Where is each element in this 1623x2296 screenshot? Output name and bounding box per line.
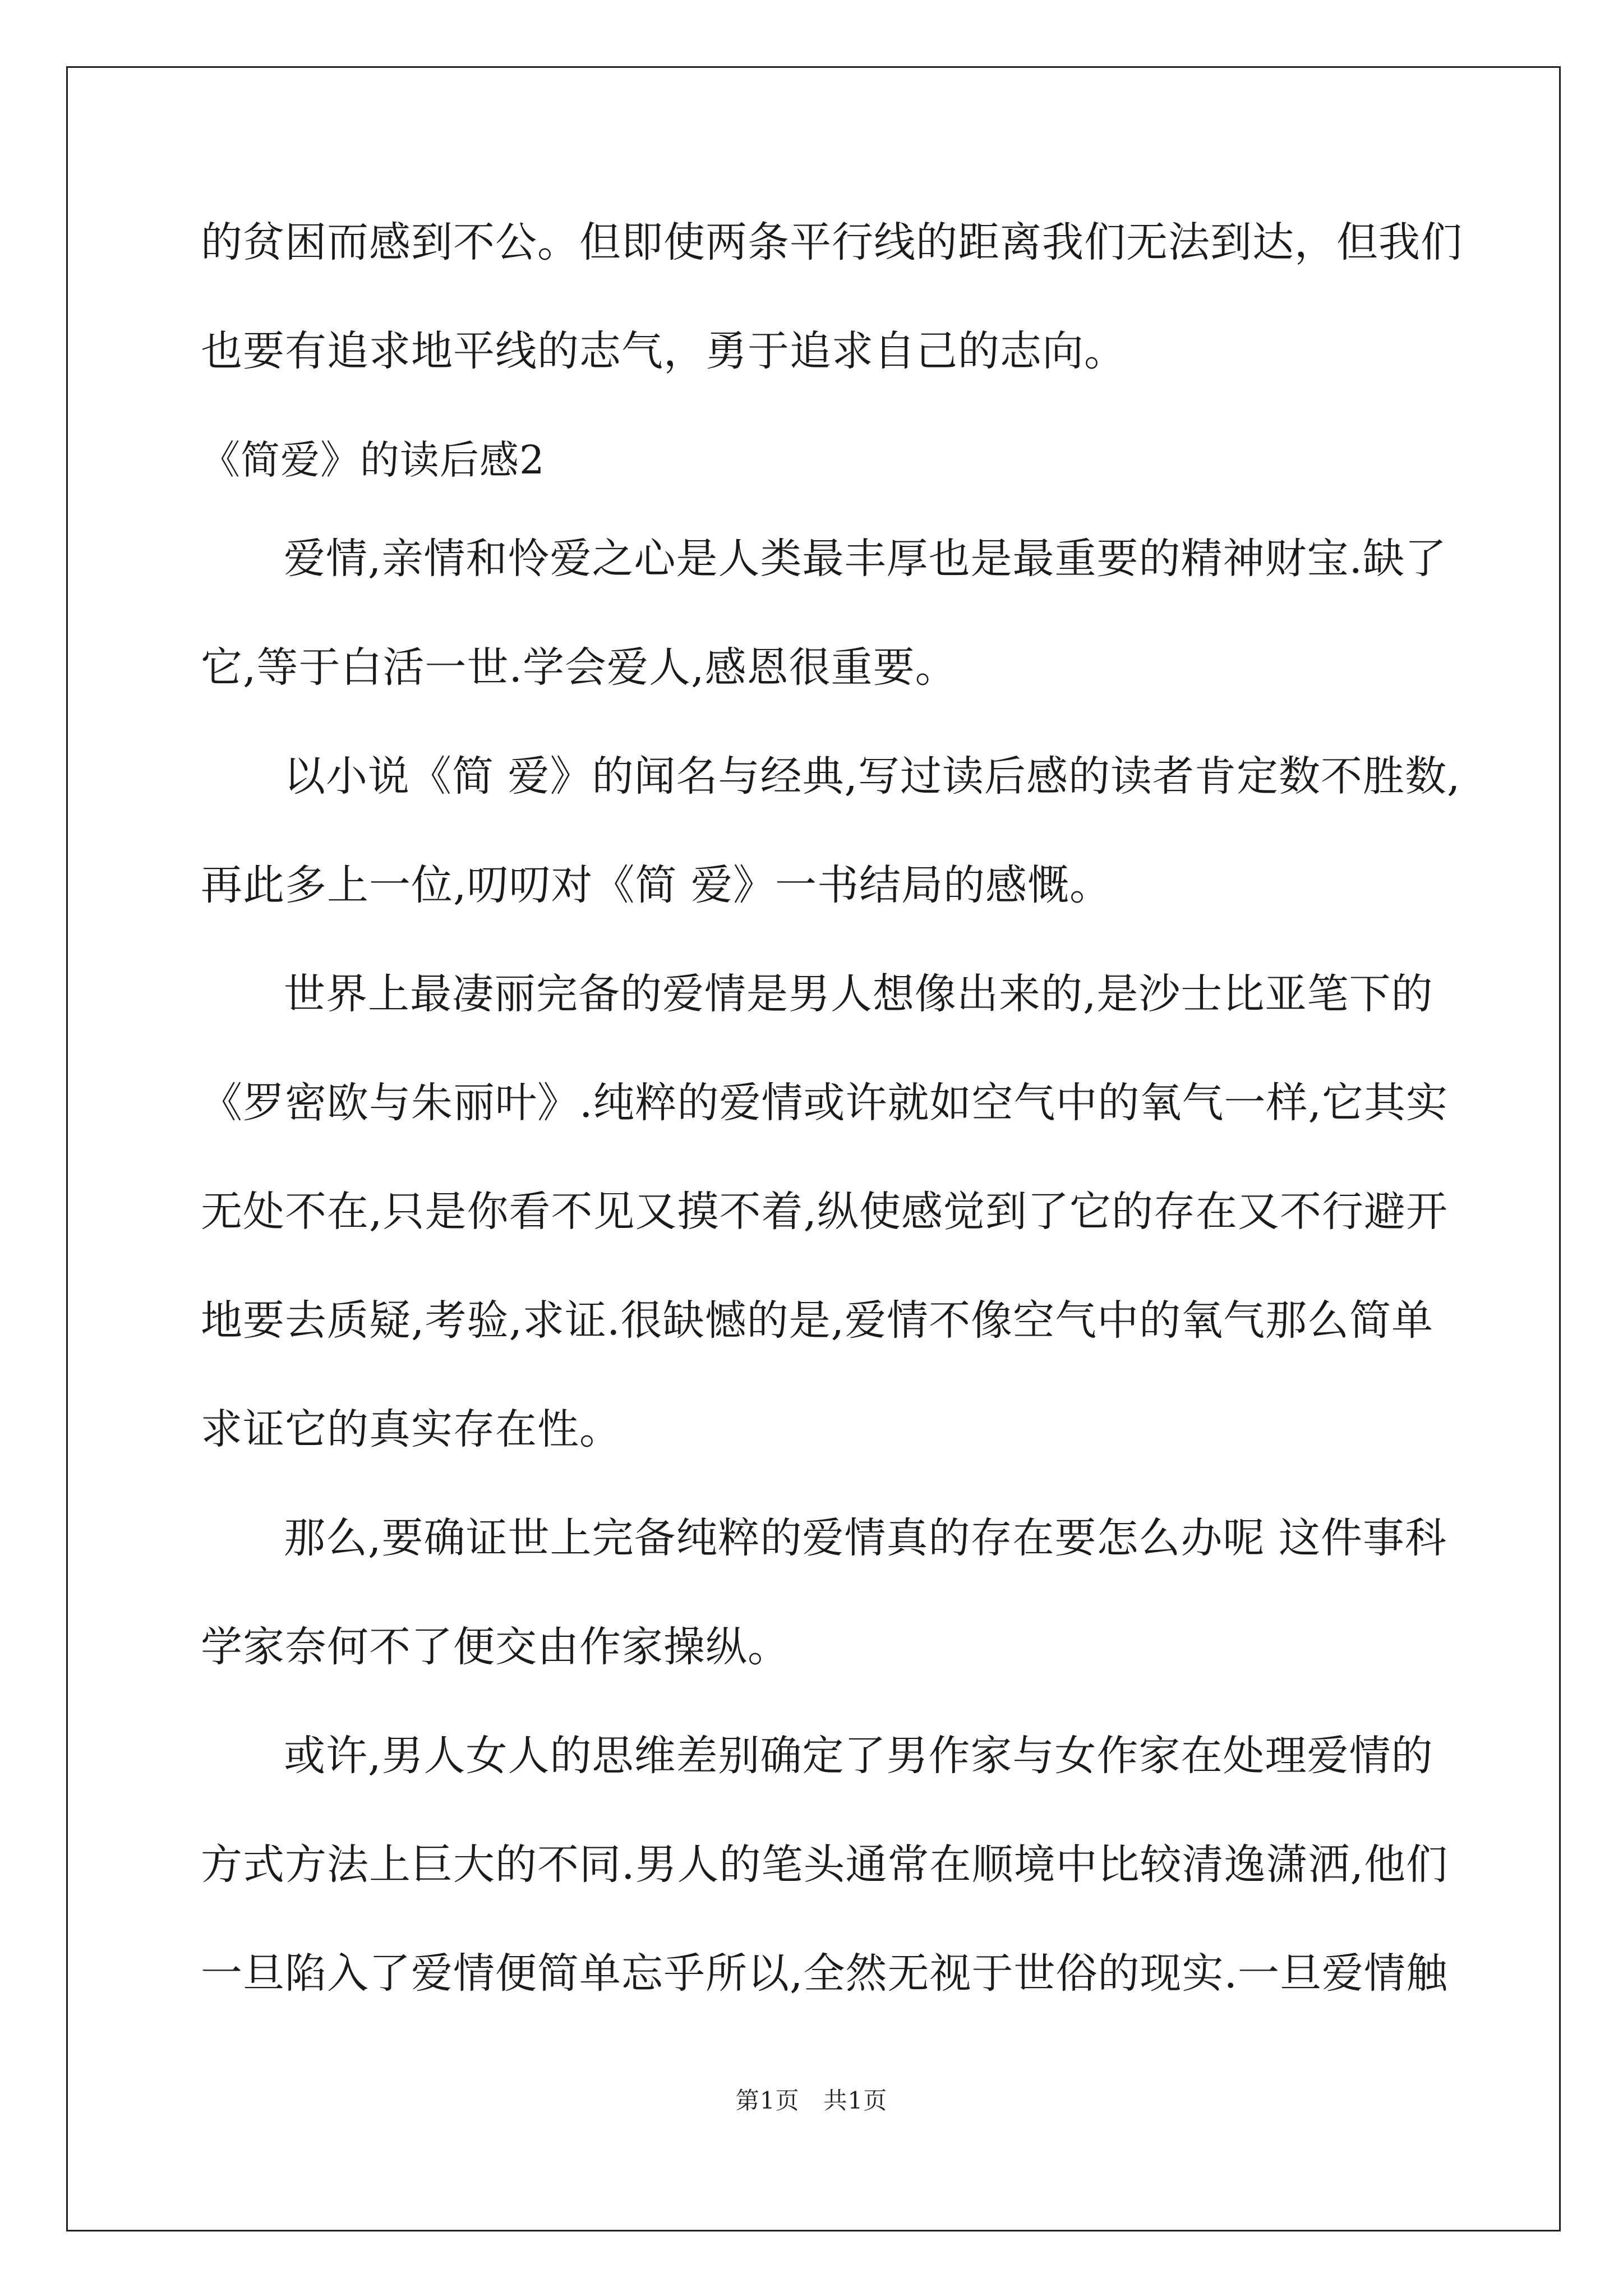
- text-line: 一旦陷入了爱情便简单忘乎所以,全然无视于世俗的现实.一旦爱情触: [201, 1949, 1449, 1998]
- text-line: 爱情,亲情和怜爱之心是人类最丰厚也是最重要的精神财宝.缺了: [284, 535, 1447, 583]
- text-line: 的贫困而感到不公。但即使两条平行线的距离我们无法到达，但我们: [201, 218, 1463, 266]
- text-line: 世界上最凄丽完备的爱情是男人想像出来的,是沙士比亚笔下的: [284, 970, 1433, 1018]
- text-line: 求证它的真实存在性。: [201, 1405, 621, 1453]
- text-line: 或许,男人女人的思维差别确定了男作家与女作家在处理爱情的: [284, 1732, 1433, 1780]
- text-line: 《罗密欧与朱丽叶》.纯粹的爱情或许就如空气中的氧气一样,它其实: [201, 1079, 1449, 1127]
- text-line: 那么,要确证世上完备纯粹的爱情真的存在要怎么办呢 这件事科: [284, 1514, 1447, 1562]
- document-body: [201, 209, 1463, 2049]
- text-line: 地要去质疑,考验,求证.很缺憾的是,爱情不像空气中的氧气那么简单: [201, 1296, 1434, 1345]
- text-line: 也要有追求地平线的志气，勇于追求自己的志向。: [201, 327, 1126, 375]
- text-line: 无处不在,只是你看不见又摸不着,纵使感觉到了它的存在又不行避开: [201, 1188, 1449, 1236]
- text-line: 方式方法上巨大的不同.男人的笔头通常在顺境中比较清逸潇洒,他们: [201, 1841, 1449, 1889]
- page-number: 第1页 共1页: [735, 2087, 888, 2114]
- text-line: 再此多上一位,叨叨对《简 爱》一书结局的感慨。: [201, 861, 1112, 909]
- text-line: 学家奈何不了便交由作家操纵。: [201, 1623, 790, 1671]
- text-line: 以小说《简 爱》的闻名与经典,写过读后感的读者肯定数不胜数,: [284, 752, 1461, 800]
- text-line: 它,等于白活一世.学会爱人,感恩很重要。: [201, 643, 957, 692]
- section-heading: 《简爱》的读后感2: [201, 437, 545, 483]
